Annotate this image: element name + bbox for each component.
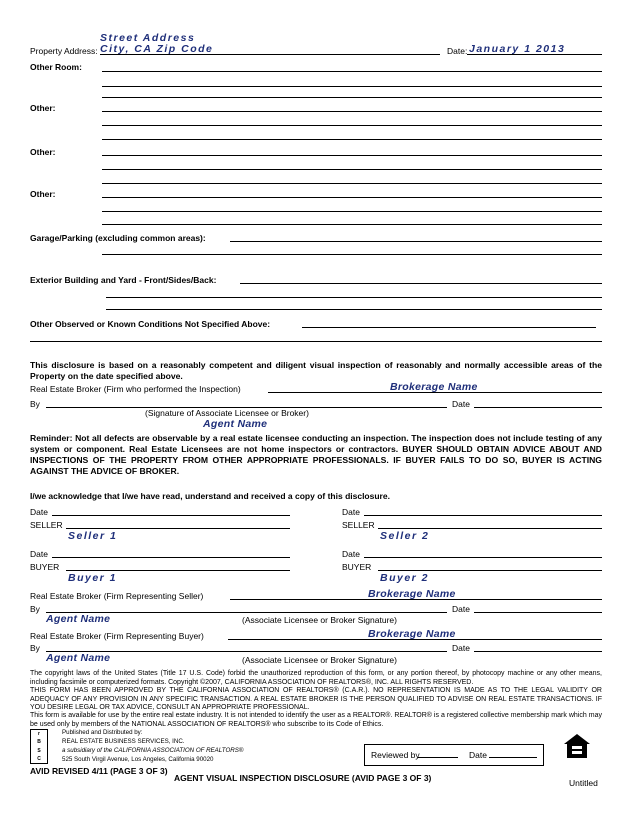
seller-broker-caption: (Associate Licensee or Broker Signature) (242, 615, 397, 625)
other2-line-1[interactable] (102, 155, 602, 156)
review-date-label: Date (469, 750, 487, 760)
buyer2-value: Buyer 2 (380, 572, 430, 584)
disclosure-paragraph: This disclosure is based on a reasonably competent and diligent visual inspection of reasonably and normally accessible areas of the Property on the date specified above. (30, 360, 602, 381)
date-label-4: Date (452, 643, 470, 653)
logo-letter-3: S (37, 747, 41, 754)
agent-name-value-1: Agent Name (203, 418, 268, 430)
reviewed-by-label: Reviewed by (371, 750, 420, 760)
publisher-line-2: REAL ESTATE BUSINESS SERVICES, INC. (62, 738, 185, 745)
date-label-3: Date (452, 604, 470, 614)
observed-line-1[interactable] (302, 327, 596, 328)
untitled-label: Untitled (569, 778, 598, 788)
garage-label: Garage/Parking (excluding common areas): (30, 233, 206, 243)
other-room-line-3[interactable] (102, 97, 602, 98)
seller1-value: Seller 1 (68, 530, 118, 542)
exterior-line-3[interactable] (106, 309, 602, 310)
garage-line-1[interactable] (230, 241, 602, 242)
buyer1-date-label: Date (30, 549, 48, 559)
seller1-date-label: Date (30, 507, 48, 517)
other2-line-3[interactable] (102, 183, 602, 184)
observed-line-2[interactable] (30, 341, 602, 342)
other-label-3: Other: (30, 189, 56, 199)
other3-line-1[interactable] (102, 197, 602, 198)
seller-broker-label: Real Estate Broker (Firm Representing Seller) (30, 591, 204, 601)
buyer-agent-value: Agent Name (46, 652, 111, 664)
reviewed-by-line[interactable] (418, 757, 458, 758)
buyer2-date-line[interactable] (364, 557, 602, 558)
seller2-label: SELLER (342, 520, 375, 530)
other-room-label: Other Room: (30, 62, 82, 72)
usage-notice: This form is available for use by the entire real estate industry. It is not intended to identify the user as a REALTOR®. REALTOR® is a registered collective membership mark which may be used only by members of the NATIONAL ASSOCIATION OF REALTORS® who subscribe to its Code of Ethics. (30, 712, 602, 728)
date-label-2: Date (452, 399, 470, 409)
publisher-line-3: a subsidiary of the CALIFORNIA ASSOCIATION OF REALTORS® (62, 747, 244, 754)
other1-line-1[interactable] (102, 111, 602, 112)
buyer2-date-label: Date (342, 549, 360, 559)
revision-label: AVID REVISED 4/11 (PAGE 3 OF 3) (30, 766, 168, 776)
date-line-4[interactable] (474, 651, 602, 652)
city-zip-value: City, CA Zip Code (100, 43, 214, 55)
seller-agent-value: Agent Name (46, 613, 111, 625)
observed-label: Other Observed or Known Conditions Not Specified Above: (30, 319, 271, 329)
date-value: January 1 2013 (469, 43, 566, 55)
by-label-3: By (30, 643, 40, 653)
other-room-line-2[interactable] (102, 86, 602, 87)
other3-line-3[interactable] (102, 224, 602, 225)
by-label-2: By (30, 604, 40, 614)
buyer1-value: Buyer 1 (68, 572, 118, 584)
seller2-line[interactable] (378, 528, 602, 529)
buyer2-line[interactable] (378, 570, 602, 571)
signature-caption: (Signature of Associate Licensee or Broker) (145, 408, 309, 418)
other1-line-3[interactable] (102, 139, 602, 140)
broker-inspection-value: Brokerage Name (390, 381, 478, 393)
review-box (364, 744, 544, 766)
buyer-broker-label: Real Estate Broker (Firm Representing Buyer) (30, 631, 204, 641)
buyer1-line[interactable] (66, 570, 290, 571)
approval-notice: THIS FORM HAS BEEN APPROVED BY THE CALIFORNIA ASSOCIATION OF REALTORS® (C.A.R.). NO REPRESENTATION IS MADE AS TO THE LEGAL VALIDITY OR ADEQUACY OF ANY PROVISION IN ANY SPECIFIC TRANSACTION. A REAL ESTATE BROKER IS THE PERSON QUALIFIED TO ADVISE ON REAL ESTATE TRANSACTIONS. IF YOU DESIRE LEGAL OR TAX ADVICE, CONSULT AN APPROPRIATE PROFESSIONAL. (30, 687, 602, 712)
publisher-line-4: 525 South Virgil Avenue, Los Angeles, California 90020 (62, 756, 214, 763)
buyer1-label: BUYER (30, 562, 60, 572)
property-address-line[interactable] (100, 54, 440, 55)
exterior-line-2[interactable] (106, 297, 602, 298)
equal-housing-icon (563, 733, 591, 759)
seller-brokerage-value: Brokerage Name (368, 588, 456, 600)
reminder-paragraph: Reminder: Not all defects are observable by a real estate licensee conducting an inspection. The inspection does not include testing of any system or component. Real Estate Licensees are not home inspectors or contractors. BUYER SHOULD OBTAIN ADVICE ABOUT AND INSPECTIONS OF THE PROPERTY FROM OTHER APPROPRIATE PROFESSIONALS. IF BUYER FAILS TO DO SO, BUYER IS ACTING AGAINST THE ADVICE OF BROKER. (30, 433, 602, 476)
other-label-1: Other: (30, 103, 56, 113)
date-line-2[interactable] (474, 407, 602, 408)
form-title: AGENT VISUAL INSPECTION DISCLOSURE (AVID PAGE 3 OF 3) (174, 773, 432, 783)
logo-letter-2: B (37, 739, 41, 746)
seller2-date-line[interactable] (364, 515, 602, 516)
broker-inspection-label: Real Estate Broker (Firm who performed the Inspection) (30, 384, 241, 394)
street-address-value: Street Address (100, 32, 196, 44)
logo-letter-4: C (37, 755, 41, 762)
seller1-label: SELLER (30, 520, 63, 530)
buyer-brokerage-value: Brokerage Name (368, 628, 456, 640)
property-address-label: Property Address: (30, 46, 98, 56)
publisher-line-1: Published and Distributed by: (62, 729, 143, 736)
other-room-line-1[interactable] (102, 71, 602, 72)
date-label: Date: (447, 46, 468, 56)
buyer-broker-caption: (Associate Licensee or Broker Signature) (242, 655, 397, 665)
other3-line-2[interactable] (102, 211, 602, 212)
other-label-2: Other: (30, 147, 56, 157)
other1-line-2[interactable] (102, 125, 602, 126)
seller1-date-line[interactable] (52, 515, 290, 516)
seller2-value: Seller 2 (380, 530, 430, 542)
buyer1-date-line[interactable] (52, 557, 290, 558)
exterior-label: Exterior Building and Yard - Front/Sides/Back: (30, 275, 217, 285)
garage-line-2[interactable] (102, 254, 602, 255)
publisher-logo (30, 729, 48, 764)
other2-line-2[interactable] (102, 169, 602, 170)
date-line-3[interactable] (474, 612, 602, 613)
review-date-line[interactable] (489, 757, 537, 758)
acknowledge-text: I/we acknowledge that I/we have read, understand and received a copy of this disclosure. (30, 491, 390, 501)
seller1-line[interactable] (66, 528, 290, 529)
seller2-date-label: Date (342, 507, 360, 517)
logo-letter-1: r (38, 731, 40, 738)
date-line[interactable] (467, 54, 602, 55)
buyer2-label: BUYER (342, 562, 372, 572)
exterior-line-1[interactable] (240, 283, 602, 284)
by-label-1: By (30, 399, 40, 409)
copyright-notice: The copyright laws of the United States (Title 17 U.S. Code) forbid the unauthorized reproduction of this form, or any portion thereof, by photocopy machine or any other means, including facsimile or computerized formats. Copyright ©2007, CALIFORNIA ASSOCIATION OF REALTORS®, INC. ALL RIGHTS RESERVED. (30, 670, 602, 686)
